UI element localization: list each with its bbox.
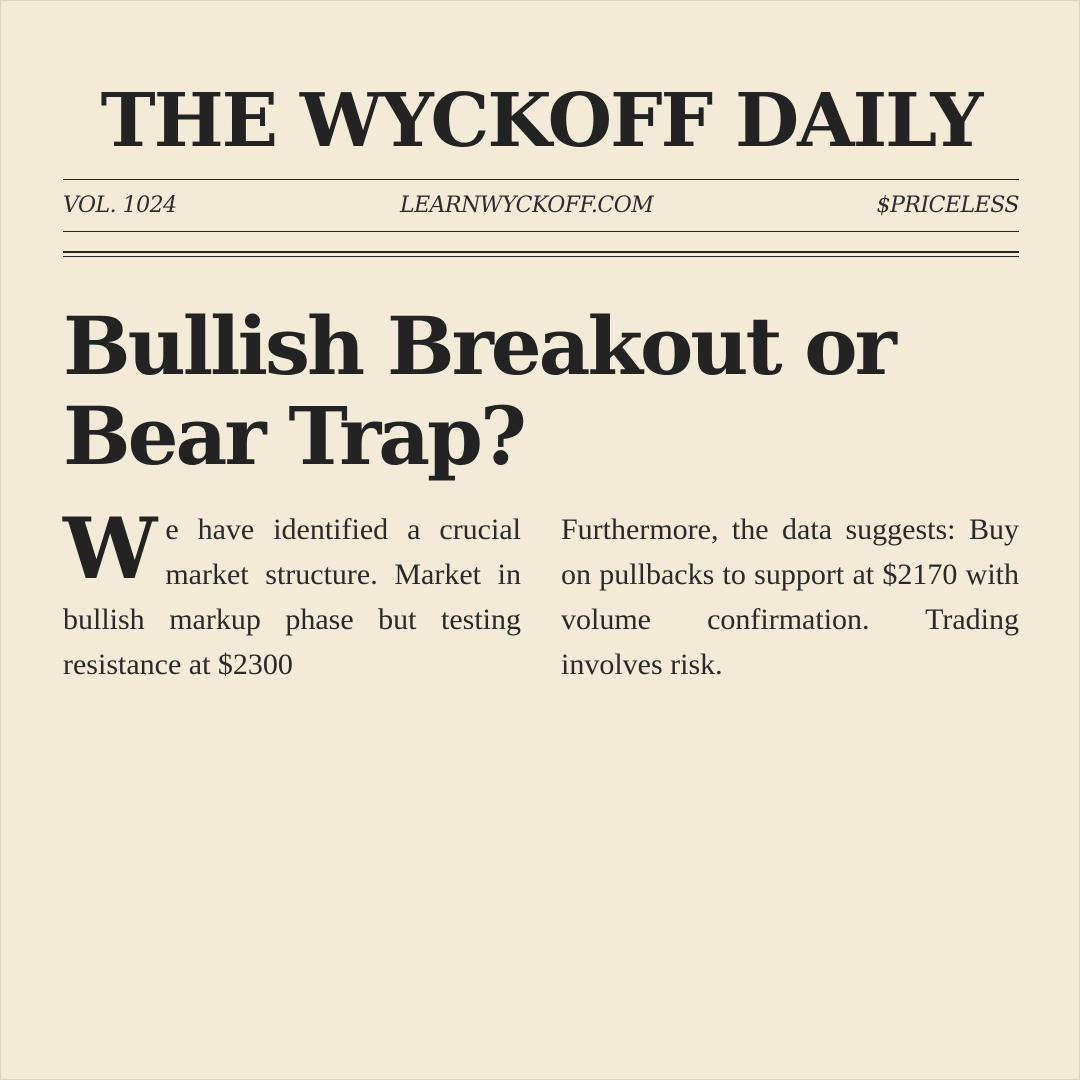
masthead-info-bar — [63, 187, 1019, 223]
double-rule-top — [63, 251, 1019, 253]
masthead-top-rule — [63, 179, 1019, 180]
column-2-text: Furthermore, the data suggests: Buy on pullbacks to support at $2170 with volume confirmation. Trading involves risk. — [561, 513, 1019, 681]
article-body — [63, 499, 1019, 687]
volume-label: VOL. 1024 — [63, 192, 177, 218]
price-label: $PRICELESS — [876, 192, 1019, 218]
column-1-text: e have identified a crucial market structure. Market in bullish markup phase but testing resistance at $2300 — [63, 513, 521, 681]
drop-cap: W — [63, 499, 158, 598]
double-rule-bottom — [63, 256, 1019, 257]
info-bar-bottom-rule — [63, 231, 1019, 232]
website-label: LEARNWYCKOFF.COM — [399, 192, 654, 218]
article-column-2 — [561, 507, 1019, 687]
masthead-title: THE WYCKOFF DAILY — [100, 78, 982, 164]
article-column-1 — [63, 499, 521, 687]
article-headline: Bullish Breakout or Bear Trap? — [63, 299, 894, 483]
